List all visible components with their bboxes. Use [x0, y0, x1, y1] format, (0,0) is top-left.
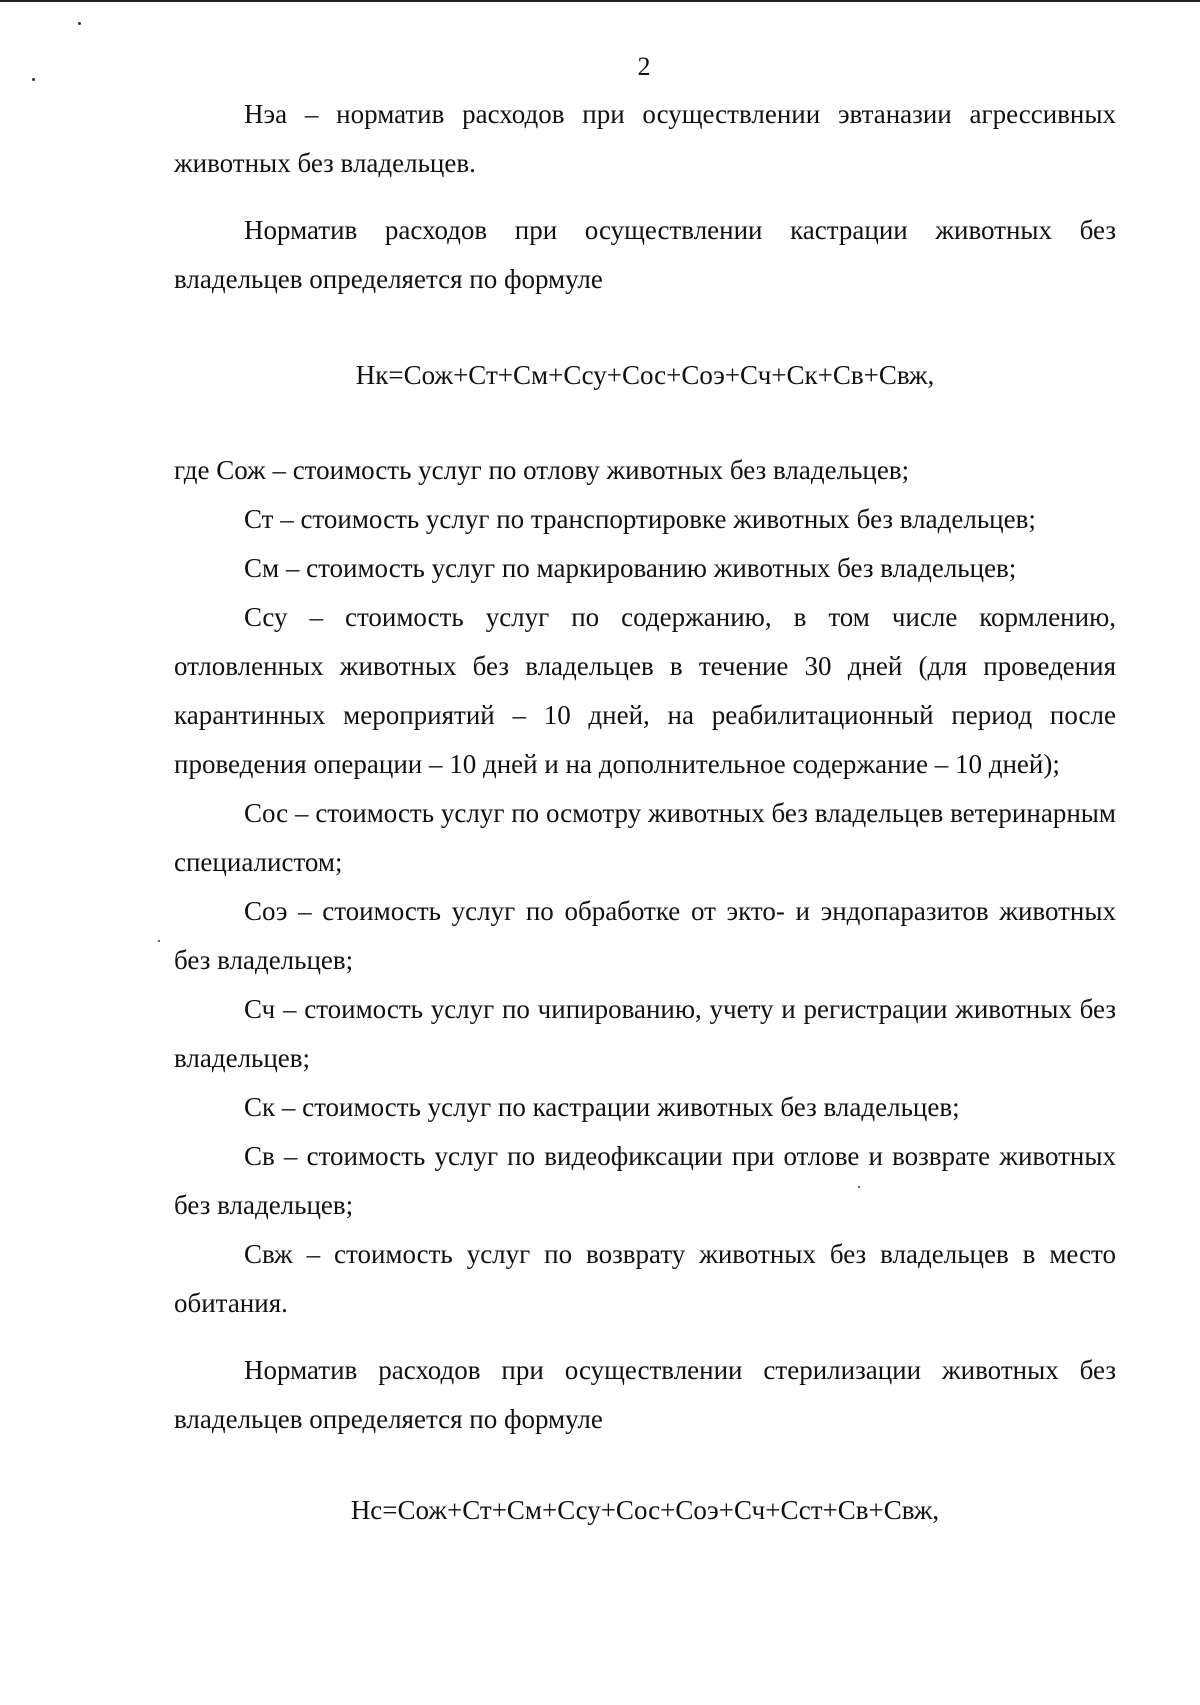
page-number: 2: [637, 52, 651, 81]
definition-soj: где Сож – стоимость услуг по отлову животных без владельцев;: [174, 455, 910, 485]
definition-st: Ст – стоимость услуг по транспортировке животных без владельцев;: [244, 504, 1036, 534]
scan-speck: [32, 78, 35, 81]
document-body: [174, 90, 1116, 1535]
definition-sm: См – стоимость услуг по маркированию животных без владельцев;: [244, 553, 1017, 583]
formula-castration: Нк=Сож+Ст+См+Ссу+Сос+Соэ+Сч+Ск+Св+Свж,: [355, 360, 935, 390]
definition-svj: Свж – стоимость услуг по возврату животных без владельцев в место обитания.: [174, 1239, 1116, 1318]
scan-speck: [858, 1186, 860, 1188]
definition-sv: Св – стоимость услуг по видеофиксации при отлове и возврате животных без владельцев;: [174, 1141, 1116, 1220]
definition-sk: Ск – стоимость услуг по кастрации животных без владельцев;: [244, 1092, 960, 1122]
scan-speck: [78, 22, 81, 25]
scan-top-border: [0, 0, 1200, 2]
paragraph-sterilization-intro: Норматив расходов при осуществлении стерилизации животных без владельцев определяется по формуле: [174, 1355, 1116, 1434]
paragraph-nea-definition: Нэа – норматив расходов при осуществлении эвтаназии агрессивных животных без владельцев.: [174, 99, 1116, 178]
definition-sos: Сос – стоимость услуг по осмотру животных без владельцев ветеринарным специалистом;: [174, 798, 1116, 877]
paragraph-castration-intro: Норматив расходов при осуществлении кастрации животных без владельцев определяется по формуле: [174, 215, 1116, 294]
formula-sterilization: Нс=Сож+Ст+См+Ссу+Сос+Соэ+Сч+Сст+Св+Свж,: [350, 1495, 940, 1525]
scan-speck: [158, 940, 160, 942]
definition-sch: Сч – стоимость услуг по чипированию, учету и регистрации животных без владельцев;: [174, 994, 1116, 1073]
definition-soe: Соэ – стоимость услуг по обработке от экто- и эндопаразитов животных без владельцев;: [174, 896, 1116, 975]
definition-ssu: Ссу – стоимость услуг по содержанию, в том числе кормлению, отловленных животных без владельцев в течение 30 дней (для проведения карантинных мероприятий – 10 дней, на реабилитационный период после проведения операции – 10 дней и на дополнительное содержание – 10 дней);: [174, 602, 1116, 779]
